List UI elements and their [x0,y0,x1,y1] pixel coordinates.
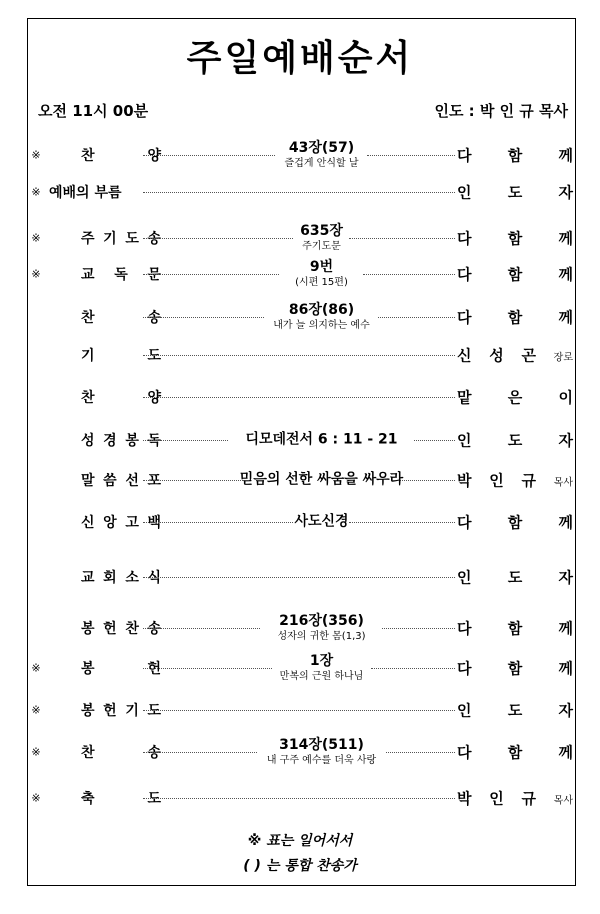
row-label-char: 문 [147,267,161,283]
row-label-char: 찬 [81,310,95,326]
row-main-text: 9번 [309,259,334,275]
row-performer [457,145,573,166]
row-label-char: 송 [147,745,161,761]
performer-char: 다 [457,308,472,327]
row-content [189,140,454,170]
performer-char: 인 [457,701,472,720]
row-label-char: 선 [125,473,139,489]
performer-char: 께 [558,229,573,248]
service-row [29,610,574,646]
row-label-char: 독 [114,267,128,283]
row-label-char: 씀 [103,473,117,489]
row-label-char: 앙 [103,515,117,531]
row-label-char: 말 [81,473,95,489]
service-row [29,220,574,256]
performer-char: 다 [457,146,472,165]
row-label-char: 회 [103,570,117,586]
row-content [189,471,454,489]
standing-mark: ※ [31,185,41,199]
row-label-char: 찬 [81,745,95,761]
performer-char: 다 [457,229,472,248]
row-sub-text: 내가 늘 의지하는 예수 [273,319,370,331]
row-content [189,302,454,332]
row-sub-text: 즐겁게 안식할 날 [284,157,359,169]
performer-char: 께 [558,619,573,638]
row-label-char: 신 [81,515,95,531]
performer-char: 이 [558,388,573,407]
row-performer [457,618,573,639]
row-label-char: 봉 [81,703,95,719]
performer-char: 함 [507,146,523,165]
performer-char: 께 [558,308,573,327]
performer-char: 다 [457,619,472,638]
service-row [29,299,574,335]
performer-char: 박 [457,789,472,808]
row-label-char: 봉 [125,433,139,449]
performer-char: 자 [558,701,573,720]
row-label-char: 성 [81,433,95,449]
service-row [29,692,574,728]
service-row [29,337,574,373]
standing-mark: ※ [31,661,41,675]
performer-char: 함 [507,265,523,284]
performer-title: 목사 [553,795,573,807]
performer-char: 박 [457,471,472,490]
standing-mark: ※ [31,791,41,805]
row-main-text: 43장(57) [288,140,355,156]
performer-char: 다 [457,265,472,284]
row-label-char: 헌 [103,703,117,719]
row-content [189,613,454,643]
leader-dots [143,192,455,193]
performer-char: 성 [489,346,504,365]
leader-dots [143,798,455,799]
performer-char: 함 [507,229,523,248]
service-row [29,137,574,173]
row-label-char: 송 [147,231,161,247]
leader-dots [143,397,455,398]
performer-char: 자 [558,431,573,450]
performer-char: 인 [457,568,472,587]
service-row [29,559,574,595]
service-row [29,650,574,686]
performer-char: 도 [507,701,523,720]
row-label-char: 찬 [81,148,95,164]
row-label-char: 소 [125,570,139,586]
row-label-char: 고 [125,515,139,531]
row-label-char: 기 [81,348,95,364]
service-row [29,379,574,415]
page-title: 주일예배순서 [186,38,414,79]
row-performer [457,470,573,491]
leader-dots [143,710,455,711]
row-label-char: 식 [147,570,161,586]
standing-mark: ※ [31,231,41,245]
row-label-char: 예배의 부름 [49,185,122,201]
row-main-text: 사도신경 [294,513,349,530]
row-label-char: 교 [81,267,95,283]
row-label-char: 백 [147,515,161,531]
row-label-char: 교 [81,570,95,586]
row-sub-text: 만복의 근원 하나님 [279,670,364,682]
row-label-char: 기 [103,231,117,247]
row-label-char: 기 [125,703,139,719]
row-content [189,259,454,289]
row-main-text: 디모데전서 6 : 11 - 21 [245,431,398,448]
standing-mark: ※ [31,148,41,162]
performer-char: 인 [457,431,472,450]
standing-mark: ※ [31,267,41,281]
service-row [29,422,574,458]
row-label-char: 송 [147,621,161,637]
row-sub-text: 내 구주 예수를 더욱 사랑 [266,754,377,766]
performer-char: 도 [507,568,523,587]
row-content [189,513,454,531]
row-label-char: 찬 [81,390,95,406]
performer-char: 인 [457,183,472,202]
row-sub-text: 주기도문 [302,240,341,252]
row-label-char: 헌 [103,621,117,637]
row-label-char: 양 [147,390,161,406]
row-label-char: 축 [81,791,95,807]
performer-char: 함 [507,619,523,638]
leader-dots [143,577,455,578]
performer-char: 께 [558,743,573,762]
row-label-char: 도 [147,348,161,364]
row-performer [457,700,573,721]
row-content [189,653,454,683]
row-performer [457,264,573,285]
footer-note-standing: ※ 표는 일어서서 [247,833,353,849]
service-row [29,256,574,292]
row-main-text: 86장(86) [288,302,355,318]
performer-title: 장로 [553,352,573,364]
row-performer [457,228,573,249]
service-row [29,734,574,770]
performer-char: 다 [457,659,472,678]
row-performer [457,182,573,203]
row-label-char: 독 [147,433,161,449]
performer-char: 께 [558,265,573,284]
row-sub-text: (시편 15편) [295,276,348,288]
service-row [29,462,574,498]
service-time: 오전 11시 00분 [38,102,149,120]
performer-char: 은 [507,388,523,407]
row-performer [457,345,573,366]
performer-char: 맡 [457,388,472,407]
row-content [189,223,454,253]
performer-char: 함 [507,743,523,762]
service-row [29,504,574,540]
row-performer [457,788,573,809]
row-performer [457,387,573,408]
row-performer [457,512,573,533]
performer-char: 함 [507,308,523,327]
performer-char: 신 [457,346,472,365]
row-label-char: 헌 [147,661,161,677]
row-label-char: 양 [147,148,161,164]
standing-mark: ※ [31,745,41,759]
performer-char: 함 [507,659,523,678]
leader-dots [143,355,455,356]
row-performer [457,658,573,679]
row-label-char: 송 [147,310,161,326]
service-leader: 인도 : 박 인 규 목사 [434,102,568,120]
row-sub-text: 성자의 귀한 몸(1,3) [277,630,366,642]
performer-char: 도 [507,183,523,202]
performer-char: 인 [489,789,504,808]
service-row [29,780,574,816]
row-performer [457,307,573,328]
row-main-text: 믿음의 선한 싸움을 싸우라 [239,471,404,488]
performer-char: 자 [558,183,573,202]
row-main-text: 635장 [300,223,343,239]
row-label-char: 주 [81,231,95,247]
performer-char: 규 [521,789,536,808]
row-label-char: 경 [103,433,117,449]
row-main-text: 314장(511) [279,737,364,753]
row-performer [457,742,573,763]
performer-char: 함 [507,513,523,532]
standing-mark: ※ [31,703,41,717]
performer-char: 규 [521,471,536,490]
performer-char: 께 [558,146,573,165]
row-label-char: 도 [125,231,139,247]
row-main-text: 1장 [309,653,334,669]
performer-char: 인 [489,471,504,490]
row-label-char: 도 [147,703,161,719]
performer-char: 께 [558,513,573,532]
performer-char: 께 [558,659,573,678]
performer-char: 자 [558,568,573,587]
performer-title: 목사 [553,477,573,489]
row-content [189,431,454,449]
row-content [189,737,454,767]
service-row [29,174,574,210]
row-label-char: 도 [147,791,161,807]
row-label-char: 봉 [81,661,95,677]
footer-note-hymnal: ( ) 는 통합 찬송가 [243,858,357,874]
row-label-char: 봉 [81,621,95,637]
performer-char: 다 [457,513,472,532]
performer-char: 곤 [521,346,536,365]
performer-char: 다 [457,743,472,762]
row-performer [457,430,573,451]
performer-char: 도 [507,431,523,450]
row-main-text: 216장(356) [279,613,364,629]
row-label-char: 찬 [125,621,139,637]
row-label-char: 포 [147,473,161,489]
row-performer [457,567,573,588]
